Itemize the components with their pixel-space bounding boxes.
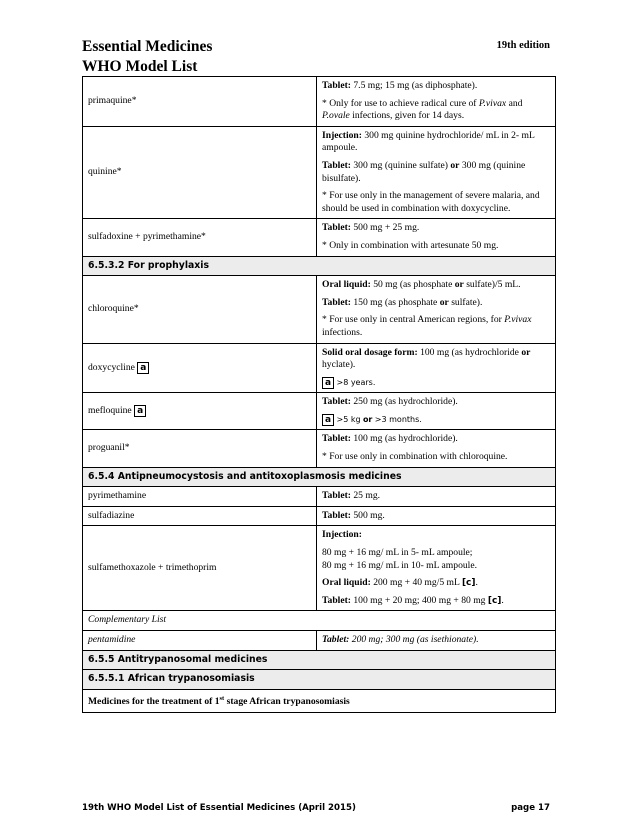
- children-marker: [c]: [461, 578, 476, 589]
- subheading: Medicines for the treatment of 1st stage African trypanosomiasis: [83, 689, 556, 712]
- medicine-forms: Injection: 300 mg quinine hydrochloride/ mL in 2- mL ampoule. Tablet: 300 mg (quinine sulfate) or 300 mg (quinine bisulfate). * For use only in the management of severe malaria, and should be used in combination with doxycycline.: [317, 126, 556, 219]
- document-title: [82, 37, 212, 77]
- title-line-2: WHO Model List: [82, 58, 198, 75]
- medicine-name: doxycycline a: [83, 343, 317, 393]
- table-row: [83, 430, 556, 467]
- section-row: [83, 670, 556, 690]
- medicine-forms: Tablet: 500 mg + 25 mg. * Only in combination with artesunate 50 mg.: [317, 219, 556, 256]
- table-row: [83, 631, 556, 651]
- medicine-forms: Tablet: 25 mg.: [317, 487, 556, 507]
- medicine-forms: Tablet: 7.5 mg; 15 mg (as diphosphate). * Only for use to achieve radical cure of P.vivax and P.ovale infections, given for 14 days.: [317, 77, 556, 127]
- complementary-row: [83, 611, 556, 631]
- age-restriction-box: a: [322, 377, 334, 389]
- medicine-forms: Tablet: 250 mg (as hydrochloride). a >5 kg or >3 months.: [317, 393, 556, 430]
- table-row: [83, 126, 556, 219]
- age-restriction-box: a: [134, 405, 146, 417]
- medicine-forms: Injection: 80 mg + 16 mg/ mL in 5- mL ampoule; 80 mg + 16 mg/ mL in 10- mL ampoule. Oral liquid: 200 mg + 40 mg/5 mL [c]. Tablet: 100 mg + 20 mg; 400 mg + 80 mg [c].: [317, 526, 556, 611]
- section-row: [83, 467, 556, 487]
- section-heading: 6.5.4 Antipneumocystosis and antitoxoplasmosis medicines: [83, 467, 556, 487]
- medicine-forms: Tablet: 500 mg.: [317, 506, 556, 526]
- table-row: [83, 219, 556, 256]
- subheading-row: [83, 689, 556, 712]
- medicine-name: proguanil*: [83, 430, 317, 467]
- age-restriction-box: a: [137, 362, 149, 374]
- medicine-name: sulfadiazine: [83, 506, 317, 526]
- page-number: page 17: [511, 803, 550, 813]
- medicine-name: quinine*: [83, 126, 317, 219]
- table-row: [83, 343, 556, 393]
- table-row: [83, 526, 556, 611]
- footer-source: 19th WHO Model List of Essential Medicines (April 2015): [82, 803, 356, 813]
- table-row: [83, 393, 556, 430]
- medicine-name: pyrimethamine: [83, 487, 317, 507]
- medicine-name: sulfamethoxazole + trimethoprim: [83, 526, 317, 611]
- medicine-name: mefloquine a: [83, 393, 317, 430]
- children-marker: [c]: [487, 595, 502, 606]
- medicine-name: sulfadoxine + pyrimethamine*: [83, 219, 317, 256]
- medicines-table: [82, 76, 556, 713]
- section-row: [83, 256, 556, 276]
- medicine-name: pentamidine: [83, 631, 317, 651]
- table-row: [83, 487, 556, 507]
- medicine-name: primaquine*: [83, 77, 317, 127]
- table-row: [83, 77, 556, 127]
- medicine-forms: Tablet: 100 mg (as hydrochloride). * For use only in combination with chloroquine.: [317, 430, 556, 467]
- section-heading: 6.5.3.2 For prophylaxis: [83, 256, 556, 276]
- medicine-forms: Solid oral dosage form: 100 mg (as hydrochloride or hyclate). a >8 years.: [317, 343, 556, 393]
- medicine-forms: Oral liquid: 50 mg (as phosphate or sulfate)/5 mL. Tablet: 150 mg (as phosphate or sulfate). * For use only in central American regions, for P.vivax infections.: [317, 276, 556, 343]
- section-heading: 6.5.5.1 African trypanosomiasis: [83, 670, 556, 690]
- section-row: [83, 650, 556, 670]
- age-restriction-box: a: [322, 414, 334, 426]
- medicine-name: chloroquine*: [83, 276, 317, 343]
- complementary-list-label: Complementary List: [83, 611, 556, 631]
- medicine-forms: Tablet: 200 mg; 300 mg (as isethionate).: [317, 631, 556, 651]
- page-footer: [82, 803, 550, 813]
- table-row: [83, 276, 556, 343]
- edition-label: 19th edition: [496, 40, 550, 51]
- title-line-1: Essential Medicines: [82, 38, 213, 55]
- table-row: [83, 506, 556, 526]
- section-heading: 6.5.5 Antitrypanosomal medicines: [83, 650, 556, 670]
